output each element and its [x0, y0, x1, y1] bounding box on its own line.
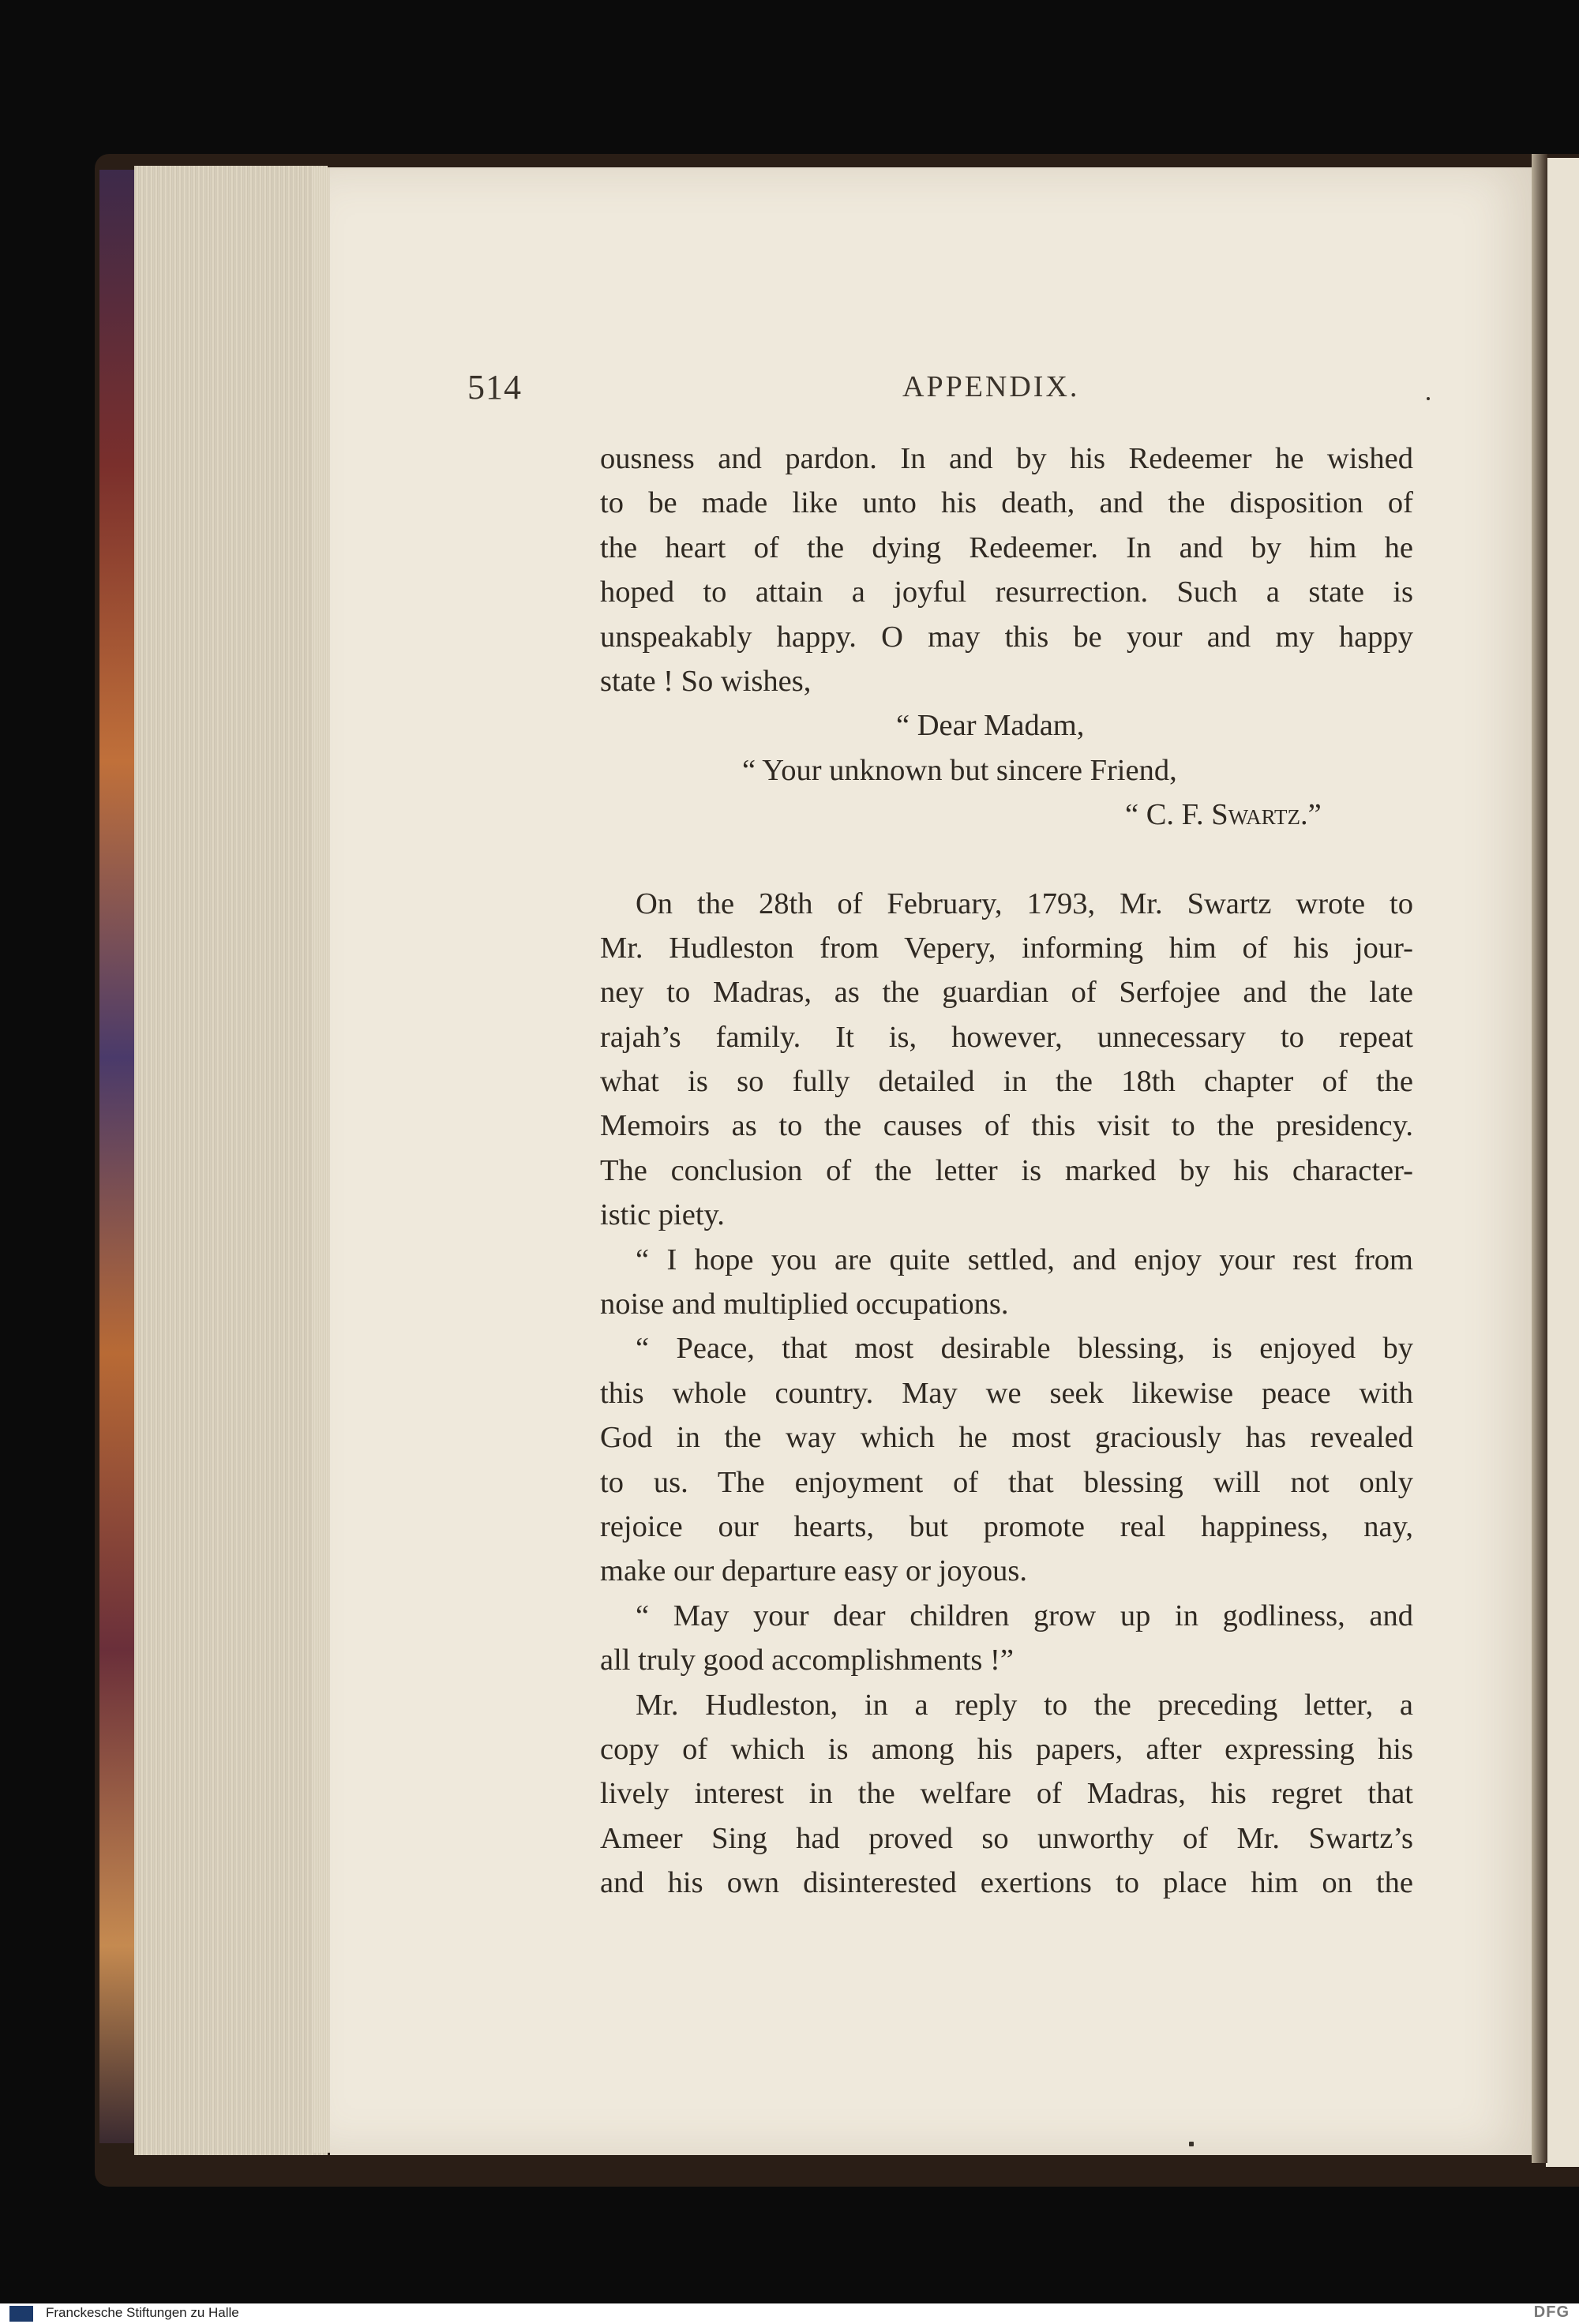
text-line: istic piety. — [600, 1198, 725, 1232]
institution-logo-icon[interactable] — [9, 2306, 33, 2322]
text-line: “ I hope you are quite settled, and enjoy your rest from — [636, 1243, 1413, 1276]
text-line: to us. The enjoyment of that blessing will not only — [600, 1465, 1413, 1499]
text-line: unspeakably happy. O may this be your and my happy — [600, 620, 1413, 654]
text-line: all truly good accomplishments !” — [600, 1644, 1014, 1677]
page-gutter — [1532, 154, 1547, 2163]
text-line: hoped to attain a joyful resurrection. Such a state is — [600, 575, 1413, 609]
text-line: what is so fully detailed in the 18th chapter of the — [600, 1065, 1413, 1099]
dfg-logo[interactable]: DFG — [1533, 2303, 1570, 2321]
salutation-line: “ Dear Madam, — [896, 709, 1085, 743]
text-line: The conclusion of the letter is marked by his character- — [600, 1153, 1413, 1187]
text-line: make our departure easy or joyous. — [600, 1554, 1027, 1588]
institution-name[interactable]: Franckesche Stiftungen zu Halle — [46, 2305, 239, 2320]
text-line: rejoice our hearts, but promote real happiness, nay, — [600, 1509, 1413, 1543]
text-line: Memoirs as to the causes of this visit to the presidency. — [600, 1109, 1413, 1143]
text-line: this whole country. May we seek likewise peace with — [600, 1376, 1413, 1410]
text-line: state ! So wishes, — [600, 664, 812, 698]
marbled-cover-edge — [99, 170, 139, 2143]
text-line: the heart of the dying Redeemer. In and by him he — [600, 530, 1413, 564]
facing-page-sliver — [1546, 158, 1579, 2167]
text-line: to be made like unto his death, and the disposition of — [600, 486, 1413, 520]
text-line: Mr. Hudleston, in a reply to the preceding letter, a — [636, 1688, 1413, 1722]
text-line: ousness and pardon. In and by his Redeemer he wished — [600, 442, 1413, 475]
signature-line: “ C. F. Swartz.” — [1125, 798, 1322, 832]
text-line: lively interest in the welfare of Madras, his regret that — [600, 1777, 1413, 1811]
text-line: On the 28th of February, 1793, Mr. Swartz wrote to — [636, 886, 1413, 920]
page-body — [600, 437, 1413, 1906]
text-line: noise and multiplied occupations. — [600, 1288, 1009, 1321]
page-number: 514 — [467, 368, 522, 407]
text-line: God in the way which he most graciously has revealed — [600, 1421, 1413, 1455]
text-line: rajah’s family. It is, however, unnecessary to repeat — [600, 1020, 1413, 1054]
page-edges — [134, 166, 328, 2155]
text-line: copy of which is among his papers, after expressing his — [600, 1732, 1413, 1766]
running-head: APPENDIX. — [902, 370, 1080, 403]
speck-mark — [1189, 2142, 1194, 2146]
text-line: “ May your dear children grow up in godliness, and — [636, 1599, 1413, 1632]
text-line: and his own disinterested exertions to place him on the — [600, 1866, 1413, 1900]
paragraph-gap — [600, 838, 1413, 882]
text-line: “ Peace, that most desirable blessing, is enjoyed by — [636, 1332, 1413, 1366]
speck-mark — [1427, 397, 1430, 400]
text-line: ney to Madras, as the guardian of Serfojee and the late — [600, 976, 1413, 1010]
text-line: Ameer Sing had proved so unworthy of Mr. Swartz’s — [600, 1821, 1413, 1855]
closing-line: “ Your unknown but sincere Friend, — [742, 753, 1177, 787]
text-line: Mr. Hudleston from Vepery, informing him of his jour- — [600, 931, 1413, 965]
